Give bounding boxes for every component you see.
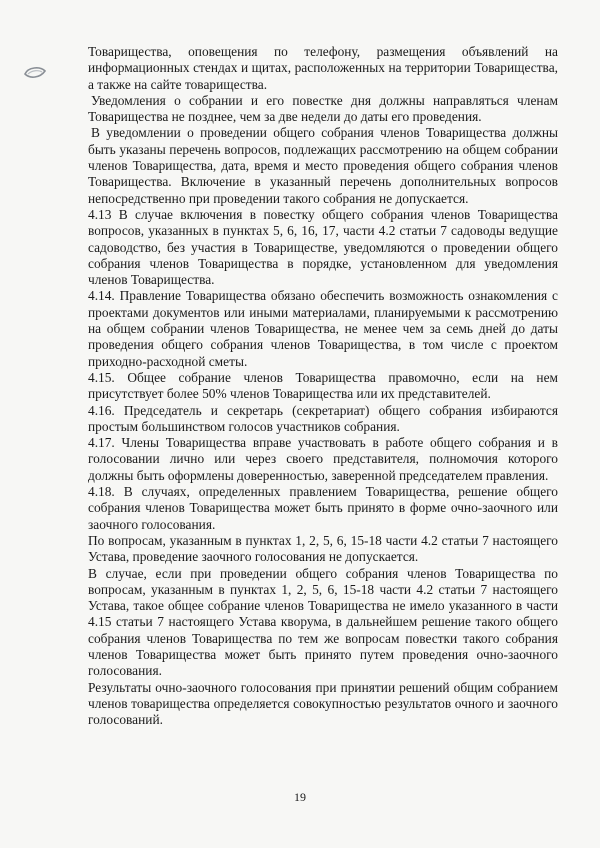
paragraph: 4.17. Члены Товарищества вправе участвовать в работе общего собрания и в голосовании лично или через своего представителя, полномочия которого должны быть оформлены доверенностью, заверенной председателем правления. xyxy=(88,435,558,483)
paragraph: Результаты очно-заочного голосования при принятии решений общим собранием членов товарищества определяется совокупностью результатов очного и заочного голосований. xyxy=(88,679,558,728)
page-number: 19 xyxy=(294,790,306,804)
paragraph: 4.18. В случаях, определенных правлением Товарищества, решение общего собрания членов Товарищества может быть принято в форме очно-заочного или заочного голосования. xyxy=(88,484,558,532)
paragraph: 4.14. Правление Товарищества обязано обеспечить возможность ознакомления с проектами документов или иными материалами, планируемыми к рассмотрению на общем собрании членов Товарищества, не менее чем за семь дней до даты проведения общего собрания членов Товарищества, в том числе с проектом приходно-расходной сметы. xyxy=(88,288,558,369)
document-body xyxy=(88,44,558,728)
paragraph: В уведомлении о проведении общего собрания членов Товарищества должны быть указаны перечень вопросов, подлежащих рассмотрению на общем собрании членов Товарищества, дата, время и место проведения общего собрания членов Товарищества. Включение в указанный перечень дополнительных вопросов непосредственно при проведении такого собрания не допускается. xyxy=(88,125,558,206)
paragraph: Уведомления о собрании и его повестке дня должны направляться членам Товарищества не позднее, чем за две недели до даты его проведения. xyxy=(88,92,558,125)
paragraph: 4.16. Председатель и секретарь (секретариат) общего собрания избираются простым большинством голосов участников собрания. xyxy=(88,402,558,434)
paragraph: Товарищества, оповещения по телефону, размещения объявлений на информационных стендах и щитах, расположенных на территории Товарищества, а также на сайте товарищества. xyxy=(88,44,558,92)
paragraph: В случае, если при проведении общего собрания членов Товарищества по вопросам, указанным в пунктах 1, 2, 5, 6, 15-18 части 4.2 статьи 7 настоящего Устава, такое общее собрание членов Товарищества не имело указанного в части 4.15 статьи 7 настоящего Устава кворума, в дальнейшем решение такого общего собрания членов Товарищества по тем же вопросам повестки такого собрания членов Товарищества может быть принято путем проведения очно-заочного голосования. xyxy=(88,565,558,679)
paragraph: 4.15. Общее собрание членов Товарищества правомочно, если на нем присутствует более 50% членов Товарищества или их представителей. xyxy=(88,369,558,402)
paragraph: По вопросам, указанным в пунктах 1, 2, 5, 6, 15-18 части 4.2 статьи 7 настоящего Устава, проведение заочного голосования не допускается. xyxy=(88,532,558,565)
paragraph: 4.13 В случае включения в повестку общего собрания членов Товарищества вопросов, указанных в пунктах 5, 6, 16, 17, части 4.2 статьи 7 садоводы ведущие садоводство, без участия в Товариществе, уведомляются о проведении общего собрания членов Товарищества в порядке, установленном для уведомления членов Товарищества. xyxy=(88,206,558,288)
staple-hole-icon xyxy=(22,62,48,84)
